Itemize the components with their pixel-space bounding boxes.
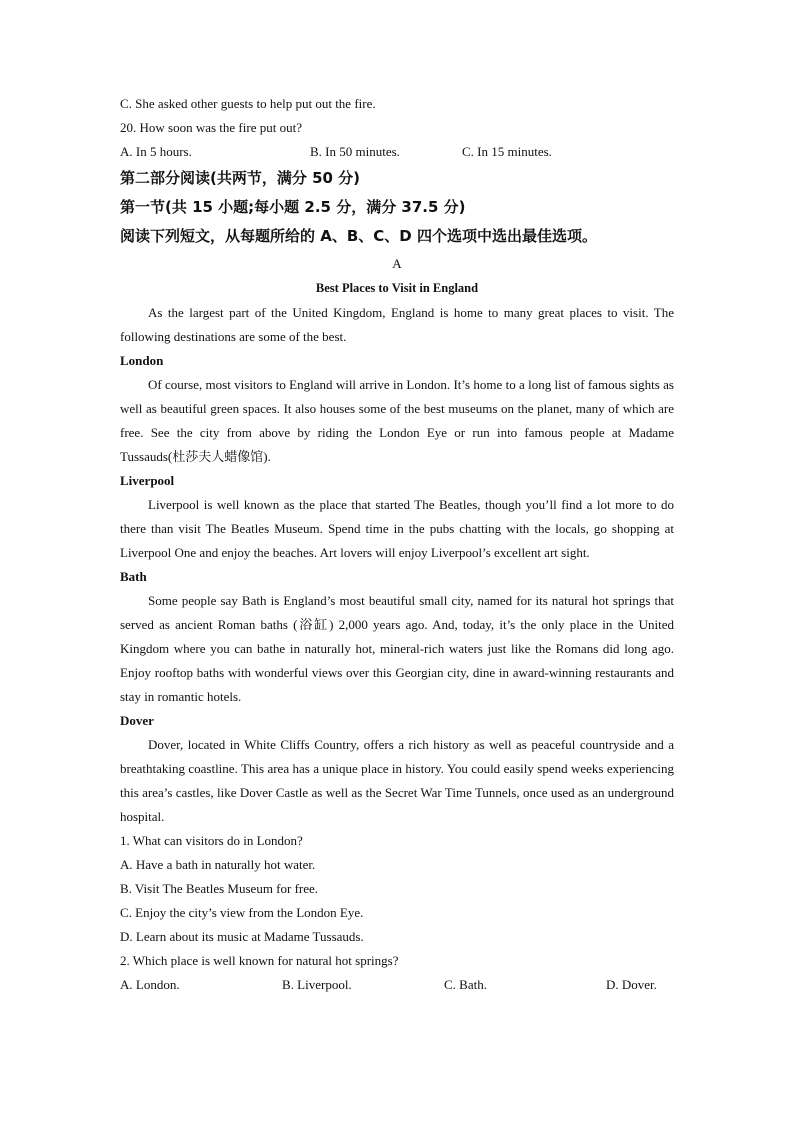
q2-option-b: B. Liverpool. (282, 977, 352, 992)
q1-option-b: B. Visit The Beatles Museum for free. (120, 881, 319, 896)
passage-intro: As the largest part of the United Kingdom, England is home to many great places to visit. The following destinations are some of the best. (120, 305, 674, 344)
section-liverpool-heading: Liverpool (120, 473, 175, 488)
q2-option-d: D. Dover. (606, 977, 657, 992)
q20-option-c: C. In 15 minutes. (462, 144, 552, 159)
q1-question: 1. What can visitors do in London? (120, 833, 303, 848)
section-london-heading: London (120, 353, 164, 368)
q2-question: 2. Which place is well known for natural hot springs? (120, 953, 399, 968)
exam-page (120, 92, 674, 997)
section-dover-heading: Dover (120, 713, 154, 728)
section-bath-heading: Bath (120, 569, 147, 584)
section-london-text: Of course, most visitors to England will arrive in London. It’s home to a long list of famous sights as well as beautiful green spaces. It also houses some of the best museums on the planet, many of which are free. See the city from above by riding the London Eye or run into famous people at Madame Tussauds(杜莎夫人蜡像馆). (120, 377, 674, 464)
q2-option-a: A. London. (120, 977, 180, 992)
section-part2-heading: 第二部分阅读(共两节，满分 50 分) (120, 169, 361, 187)
q19-option-c: C. She asked other guests to help put out the fire. (120, 96, 376, 111)
passage-title: Best Places to Visit in England (315, 281, 479, 295)
q2-option-c: C. Bath. (444, 977, 487, 992)
section-dover-text: Dover, located in White Cliffs Country, offers a rich history as well as peaceful countryside and a breathtaking coastline. This area has a unique place in history. You could easily spend weeks experiencing this area’s castles, like Dover Castle as well as the Secret War Time Tunnels, once used as an underground hospital. (120, 737, 674, 824)
section-bath-text: Some people say Bath is England’s most beautiful small city, named for its natural hot springs that served as ancient Roman baths (浴缸) 2,000 years ago. And, today, it’s the only place in the United Kingdom where you can bathe in naturally hot, mineral-rich waters just like the Romans did long ago. Enjoy rooftop baths with wonderful views over this Georgian city, dine in award-winning restaurants and stay in romantic hotels. (120, 593, 674, 704)
q2-options (120, 973, 674, 997)
instructions: 阅读下列短文，从每题所给的 A、B、C、D 四个选项中选出最佳选项。 (120, 227, 597, 245)
section-1-heading: 第一节(共 15 小题;每小题 2.5 分，满分 37.5 分) (120, 198, 466, 216)
q1-option-d: D. Learn about its music at Madame Tussauds. (120, 929, 364, 944)
q1-option-a: A. Have a bath in naturally hot water. (120, 857, 316, 872)
passage-letter: A (392, 256, 402, 271)
q20-option-b: B. In 50 minutes. (310, 144, 400, 159)
q20-options (120, 140, 674, 164)
section-liverpool-text: Liverpool is well known as the place that started The Beatles, though you’ll find a lot more to do there than visit The Beatles Museum. Spend time in the pubs chatting with the locals, go shopping at Liverpool One and enjoy the beaches. Art lovers will enjoy Liverpool’s excellent art sight. (120, 497, 674, 560)
q20-question: 20. How soon was the fire put out? (120, 120, 302, 135)
q20-option-a: A. In 5 hours. (120, 144, 192, 159)
q1-option-c: C. Enjoy the city’s view from the London Eye. (120, 905, 364, 920)
